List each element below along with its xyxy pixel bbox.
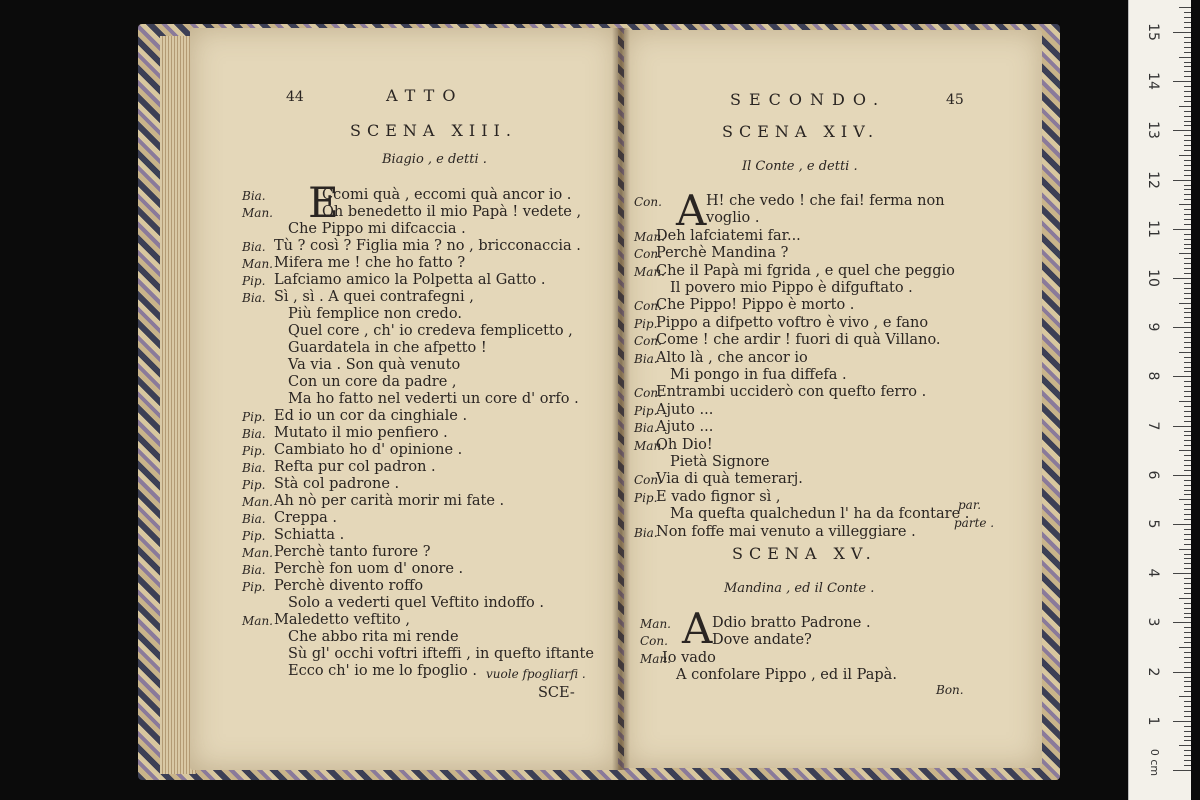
ruler-tick	[1179, 7, 1191, 8]
ruler-tick	[1184, 421, 1191, 422]
ruler-number: 11	[1145, 219, 1161, 238]
dialogue-line: Pietà Signore	[670, 454, 770, 470]
dialogue-line: Via di quà temerarj.	[656, 471, 803, 488]
dialogue-line: Sì , sì . A quei contrafegni ,	[274, 289, 474, 305]
running-head: ATTO	[386, 86, 464, 105]
ruler-unit: 0 cm	[1148, 748, 1162, 777]
ruler-tick	[1184, 27, 1191, 28]
ruler-tick	[1184, 96, 1191, 97]
measuring-ruler	[1128, 0, 1191, 800]
ruler-number: 6	[1145, 470, 1161, 480]
ruler-tick	[1184, 52, 1191, 53]
ruler-tick	[1173, 32, 1191, 33]
ruler-tick	[1184, 12, 1191, 13]
ruler-tick	[1184, 529, 1191, 530]
dialogue-line: E vado fignor sì ,	[656, 488, 781, 505]
ruler-tick	[1179, 401, 1191, 402]
dialogue-line: Con un core da padre ,	[288, 374, 457, 390]
speaker-label: Bia.	[634, 421, 658, 436]
ruler-tick	[1184, 150, 1191, 151]
ruler-tick	[1173, 81, 1191, 82]
ruler-tick	[1184, 726, 1191, 727]
ruler-tick	[1184, 440, 1191, 441]
dialogue-line: Che Pippo! Pippo è morto .	[656, 297, 855, 314]
ruler-tick	[1184, 308, 1191, 309]
ruler-tick	[1184, 391, 1191, 392]
ruler-tick	[1184, 199, 1191, 200]
ruler-tick	[1184, 219, 1191, 220]
ruler-tick	[1184, 283, 1191, 284]
ruler-tick	[1184, 431, 1191, 432]
ruler-tick	[1184, 234, 1191, 235]
ruler-tick	[1173, 376, 1191, 377]
ruler-tick	[1184, 406, 1191, 407]
ruler-tick	[1173, 770, 1191, 771]
ruler-tick	[1184, 101, 1191, 102]
running-head: SECONDO.	[730, 90, 887, 109]
ruler-tick	[1184, 740, 1191, 741]
speaker-label: Pip.	[242, 444, 266, 458]
ruler-tick	[1173, 278, 1191, 279]
speaker-label: Bia.	[242, 427, 266, 441]
ruler-tick	[1184, 642, 1191, 643]
speaker-label: Man.	[242, 206, 273, 220]
ruler-number: 4	[1145, 568, 1161, 578]
ruler-tick	[1184, 322, 1191, 323]
speaker-label: Con.	[634, 195, 662, 209]
ruler-tick	[1184, 731, 1191, 732]
ruler-tick	[1179, 745, 1191, 746]
ruler-number: 2	[1145, 667, 1161, 677]
catchword: Bon.	[936, 683, 964, 697]
ruler-tick	[1184, 312, 1191, 313]
dialogue-line: Guardatela in che afpetto !	[288, 340, 487, 356]
dialogue-line: Che Pippo mi difcaccia .	[288, 221, 466, 237]
ruler-number: 3	[1145, 617, 1161, 627]
ruler-tick	[1184, 189, 1191, 190]
speaker-label: Bia.	[242, 512, 266, 526]
ruler-tick	[1184, 298, 1191, 299]
dialogue-line: Deh lafciatemi far...	[656, 227, 801, 244]
ruler-tick	[1184, 293, 1191, 294]
speaker-label: Bia.	[242, 189, 266, 203]
ruler-tick	[1184, 558, 1191, 559]
speaker-label: Pip.	[242, 580, 266, 594]
ruler-tick	[1184, 509, 1191, 510]
dialogue-line: Mi pongo in fua diffefa .	[670, 367, 847, 383]
speaker-label: Bia.	[242, 563, 266, 577]
ruler-tick	[1179, 647, 1191, 648]
dialogue-line: Il povero mio Pippo è difguftato .	[670, 280, 913, 296]
dialogue-line: Non foffe mai venuto a villeggiare .	[656, 523, 916, 540]
stage-direction: vuole fpogliarfi .	[486, 667, 586, 681]
ruler-tick	[1184, 71, 1191, 72]
ruler-tick	[1184, 637, 1191, 638]
dialogue-line: Ah nò per carità morir mi fate .	[274, 493, 505, 509]
ruler-tick	[1184, 554, 1191, 555]
ruler-tick	[1184, 460, 1191, 461]
speaker-label: Man.	[634, 229, 665, 244]
ruler-tick	[1179, 549, 1191, 550]
scene-title: SCENA XIV.	[722, 122, 880, 141]
dialogue-line: H! che vedo ! che fai! ferma non	[706, 193, 945, 209]
scene2-title: SCENA XV.	[732, 544, 877, 563]
dialogue-line: Va via . Son quà venuto	[288, 357, 461, 373]
ruler-tick	[1184, 490, 1191, 491]
ruler-tick	[1184, 539, 1191, 540]
ruler-tick	[1184, 667, 1191, 668]
ruler-tick	[1184, 485, 1191, 486]
speaker-label: Man.	[242, 614, 273, 628]
ruler-tick	[1184, 514, 1191, 515]
left-page	[190, 28, 618, 770]
ruler-tick	[1184, 244, 1191, 245]
dialogue-line: Lafciamo amico la Polpetta al Gatto .	[274, 272, 546, 288]
ruler-tick	[1173, 622, 1191, 623]
ruler-tick	[1184, 686, 1191, 687]
dialogue-line: Solo a vederti quel Veftito indoffo .	[288, 595, 544, 611]
ruler-tick	[1184, 534, 1191, 535]
speaker-label: Con.	[634, 334, 662, 349]
dialogue-line: A confolare Pippo , ed il Papà.	[676, 667, 897, 684]
ruler-tick	[1184, 224, 1191, 225]
ruler-tick	[1184, 175, 1191, 176]
scene-persons: Il Conte , e detti .	[742, 159, 858, 174]
dialogue-line: Mifera me ! che ho fatto ?	[274, 255, 466, 271]
ruler-tick	[1184, 62, 1191, 63]
ruler-tick	[1179, 253, 1191, 254]
catchword: SCE-	[538, 685, 575, 701]
ruler-tick	[1184, 470, 1191, 471]
page-number: 44	[286, 89, 304, 105]
ruler-tick	[1184, 657, 1191, 658]
ruler-tick	[1184, 347, 1191, 348]
ruler-tick	[1184, 86, 1191, 87]
ruler-tick	[1184, 504, 1191, 505]
ruler-tick	[1184, 37, 1191, 38]
ruler-tick	[1184, 381, 1191, 382]
dialogue-line: Ma ho fatto nel vederti un core d' orfo .	[288, 391, 579, 407]
ruler-tick	[1184, 750, 1191, 751]
dialogue-line: Creppa .	[274, 510, 338, 526]
ruler-tick	[1184, 578, 1191, 579]
speaker-label: Bia.	[634, 351, 658, 366]
ruler-number: 5	[1145, 519, 1161, 529]
ruler-tick	[1173, 180, 1191, 181]
ruler-tick	[1184, 116, 1191, 117]
ruler-tick	[1184, 342, 1191, 343]
ruler-tick	[1184, 194, 1191, 195]
ruler-tick	[1184, 568, 1191, 569]
ruler-tick	[1184, 248, 1191, 249]
dialogue-line: Oh benedetto il mio Papà ! vedete ,	[322, 204, 582, 220]
dialogue-line: Più femplice non credo.	[288, 306, 462, 322]
dialogue-line: Quel core , ch' io credeva femplicetto ,	[288, 323, 573, 339]
dialogue-line: Perchè Mandina ?	[656, 245, 789, 262]
ruler-tick	[1184, 165, 1191, 166]
ruler-number: 14	[1145, 72, 1161, 91]
dialogue-line: voglio .	[706, 210, 760, 227]
ruler-tick	[1179, 155, 1191, 156]
ruler-tick	[1184, 445, 1191, 446]
ruler-tick	[1184, 480, 1191, 481]
ruler-tick	[1173, 327, 1191, 328]
ruler-tick	[1179, 696, 1191, 697]
ruler-tick	[1184, 544, 1191, 545]
ruler-tick	[1184, 416, 1191, 417]
ruler-tick	[1184, 435, 1191, 436]
dialogue-line: Entrambi ucciderò con quefto ferro .	[656, 384, 927, 401]
ruler-tick	[1184, 209, 1191, 210]
ruler-tick	[1184, 603, 1191, 604]
ruler-tick	[1184, 337, 1191, 338]
speaker-label: Man.	[242, 257, 273, 271]
ruler-tick	[1179, 303, 1191, 304]
ruler-tick	[1184, 662, 1191, 663]
ruler-tick	[1184, 652, 1191, 653]
ruler-tick	[1184, 263, 1191, 264]
ruler-tick	[1184, 627, 1191, 628]
ruler-tick	[1184, 755, 1191, 756]
dialogue-line: Ma quefta qualchedun l' ha da fcontare .	[670, 506, 970, 523]
drop-cap: A	[676, 186, 707, 235]
dialogue-line: Io vado	[662, 649, 716, 666]
scene-title: SCENA XIII.	[350, 121, 517, 140]
ruler-tick	[1184, 681, 1191, 682]
ruler-tick	[1184, 632, 1191, 633]
ruler-tick	[1173, 426, 1191, 427]
ruler-tick	[1184, 239, 1191, 240]
ruler-tick	[1184, 47, 1191, 48]
dialogue-line: Che il Papà mi fgrida , e quel che peggio	[656, 262, 955, 279]
ruler-tick	[1184, 760, 1191, 761]
speaker-label: Man.	[242, 495, 273, 509]
ruler-tick	[1184, 716, 1191, 717]
ruler-tick	[1179, 352, 1191, 353]
ruler-tick	[1184, 455, 1191, 456]
book-gutter	[612, 28, 630, 770]
ruler-tick	[1173, 229, 1191, 230]
drop-cap-2: A	[682, 604, 713, 653]
ruler-tick	[1184, 691, 1191, 692]
ruler-tick	[1184, 145, 1191, 146]
speaker-label: Bia.	[242, 461, 266, 475]
ruler-tick	[1184, 121, 1191, 122]
ruler-number: 10	[1145, 269, 1161, 287]
ruler-tick	[1184, 125, 1191, 126]
stage-direction-parte: parte .	[954, 516, 995, 530]
dialogue-line: Maledetto veftito ,	[274, 612, 410, 628]
dialogue-line: Perchè divento roffo	[274, 578, 424, 594]
ruler-tick	[1173, 573, 1191, 574]
dialogue-line: Dove andate?	[712, 632, 812, 649]
dialogue-line: Schiatta .	[274, 527, 345, 543]
ruler-tick	[1184, 706, 1191, 707]
speaker-label: Pip.	[634, 316, 658, 331]
ruler-tick	[1184, 386, 1191, 387]
speaker-label: Man.	[640, 617, 671, 631]
ruler-tick	[1184, 214, 1191, 215]
speaker-label: Con.	[634, 473, 662, 488]
speaker-label: Pip.	[634, 403, 658, 418]
speaker-label: Con.	[634, 247, 662, 262]
ruler-tick	[1173, 475, 1191, 476]
ruler-tick	[1184, 367, 1191, 368]
ruler-tick	[1184, 465, 1191, 466]
dialogue-line: Stà col padrone .	[274, 476, 400, 492]
ruler-tick	[1184, 273, 1191, 274]
dialogue-line: Sù gl' occhi voftri ifteffi , in quefto iftante	[288, 646, 594, 662]
ruler-tick	[1184, 765, 1191, 766]
speaker-label: Con.	[634, 299, 662, 314]
ruler-number: 8	[1145, 371, 1161, 381]
ruler-number: 1	[1145, 716, 1161, 726]
speaker-label: Pip.	[242, 274, 266, 288]
scene-persons: Biagio , e detti .	[382, 152, 487, 167]
dialogue-line: Oh Dio!	[656, 436, 713, 453]
ruler-tick	[1179, 204, 1191, 205]
ruler-tick	[1184, 588, 1191, 589]
ruler-tick	[1184, 711, 1191, 712]
ruler-tick	[1184, 357, 1191, 358]
page-number: 45	[946, 92, 964, 108]
speaker-label: Man.	[634, 264, 665, 279]
ruler-tick	[1184, 362, 1191, 363]
speaker-label: Pip.	[634, 490, 658, 505]
ruler-tick	[1179, 499, 1191, 500]
dialogue-line: Refta pur col padron .	[274, 459, 436, 475]
ruler-tick	[1184, 519, 1191, 520]
ruler-tick	[1184, 494, 1191, 495]
speaker-label: Bia.	[242, 291, 266, 305]
ruler-tick	[1184, 677, 1191, 678]
ruler-tick	[1184, 268, 1191, 269]
ruler-tick	[1184, 736, 1191, 737]
ruler-tick	[1184, 617, 1191, 618]
ruler-tick	[1173, 672, 1191, 673]
stage-direction-par: par.	[958, 498, 982, 512]
dialogue-line: Perchè fon uom d' onore .	[274, 561, 464, 577]
ruler-tick	[1184, 140, 1191, 141]
ruler-tick	[1184, 91, 1191, 92]
ruler-tick	[1184, 160, 1191, 161]
ruler-tick	[1184, 42, 1191, 43]
ruler-tick	[1184, 563, 1191, 564]
dialogue-line: Ddio bratto Padrone .	[712, 615, 871, 631]
dialogue-line: Perchè tanto furore ?	[274, 544, 431, 560]
speaker-label: Con.	[634, 386, 662, 401]
ruler-tick	[1184, 17, 1191, 18]
speaker-label: Bia.	[634, 525, 658, 540]
ruler-tick	[1173, 130, 1191, 131]
ruler-tick	[1184, 258, 1191, 259]
dialogue-line: Ecco ch' io me lo fpoglio .	[288, 663, 477, 679]
dialogue-line: Alto là , che ancor io	[656, 349, 808, 366]
speaker-label: Man.	[634, 438, 665, 453]
ruler-tick	[1184, 396, 1191, 397]
dialogue-line: Cambiato ho d' opinione .	[274, 442, 463, 458]
ruler-tick	[1184, 185, 1191, 186]
ruler-tick	[1179, 106, 1191, 107]
ruler-tick	[1179, 57, 1191, 58]
ruler-tick	[1173, 721, 1191, 722]
ruler-tick	[1184, 288, 1191, 289]
ruler-tick	[1184, 170, 1191, 171]
ruler-tick	[1184, 111, 1191, 112]
ruler-tick	[1184, 411, 1191, 412]
dialogue-line: Ccomi quà , eccomi quà ancor io .	[322, 187, 572, 203]
speaker-label: Pip.	[242, 529, 266, 543]
right-page	[624, 30, 1042, 768]
ruler-number: 12	[1145, 170, 1161, 189]
speaker-label: Con.	[640, 634, 668, 649]
dialogue-line: Pippo a difpetto voftro è vivo , e fano	[656, 314, 929, 331]
dialogue-line: Ed io un cor da cinghiale .	[274, 408, 468, 424]
ruler-number: 7	[1145, 421, 1161, 431]
speaker-label: Man.	[640, 651, 671, 666]
ruler-tick	[1179, 450, 1191, 451]
dialogue-line: Come ! che ardir ! fuori di quà Villano.	[656, 332, 941, 349]
speaker-label: Pip.	[242, 410, 266, 424]
ruler-number: 9	[1145, 322, 1161, 332]
dialogue-line: Ajuto ...	[656, 401, 714, 418]
ruler-tick	[1184, 371, 1191, 372]
ruler-tick	[1184, 76, 1191, 77]
drop-cap: E	[308, 178, 339, 227]
ruler-tick	[1179, 598, 1191, 599]
ruler-tick	[1184, 583, 1191, 584]
speaker-label: Man.	[242, 546, 273, 560]
speaker-label: Bia.	[242, 240, 266, 254]
ruler-tick	[1184, 317, 1191, 318]
ruler-tick	[1184, 66, 1191, 67]
ruler-number: 15	[1145, 23, 1161, 41]
ruler-tick	[1184, 135, 1191, 136]
ruler-tick	[1184, 613, 1191, 614]
ruler-tick	[1173, 524, 1191, 525]
ruler-tick	[1184, 593, 1191, 594]
ruler-tick	[1184, 701, 1191, 702]
dialogue-line: Ajuto ...	[656, 419, 714, 436]
ruler-tick	[1184, 22, 1191, 23]
ruler-tick	[1184, 332, 1191, 333]
dialogue-line: Mutato il mio penfiero .	[274, 425, 448, 441]
ruler-number: 13	[1145, 121, 1161, 140]
speaker-label: Pip.	[242, 478, 266, 492]
ruler-tick	[1184, 608, 1191, 609]
dialogue-line: Tù ? così ? Figlia mia ? no , bricconaccia .	[274, 238, 581, 254]
dialogue-line: Che abbo rita mi rende	[288, 629, 459, 645]
scene2-persons: Mandina , ed il Conte .	[724, 581, 875, 596]
